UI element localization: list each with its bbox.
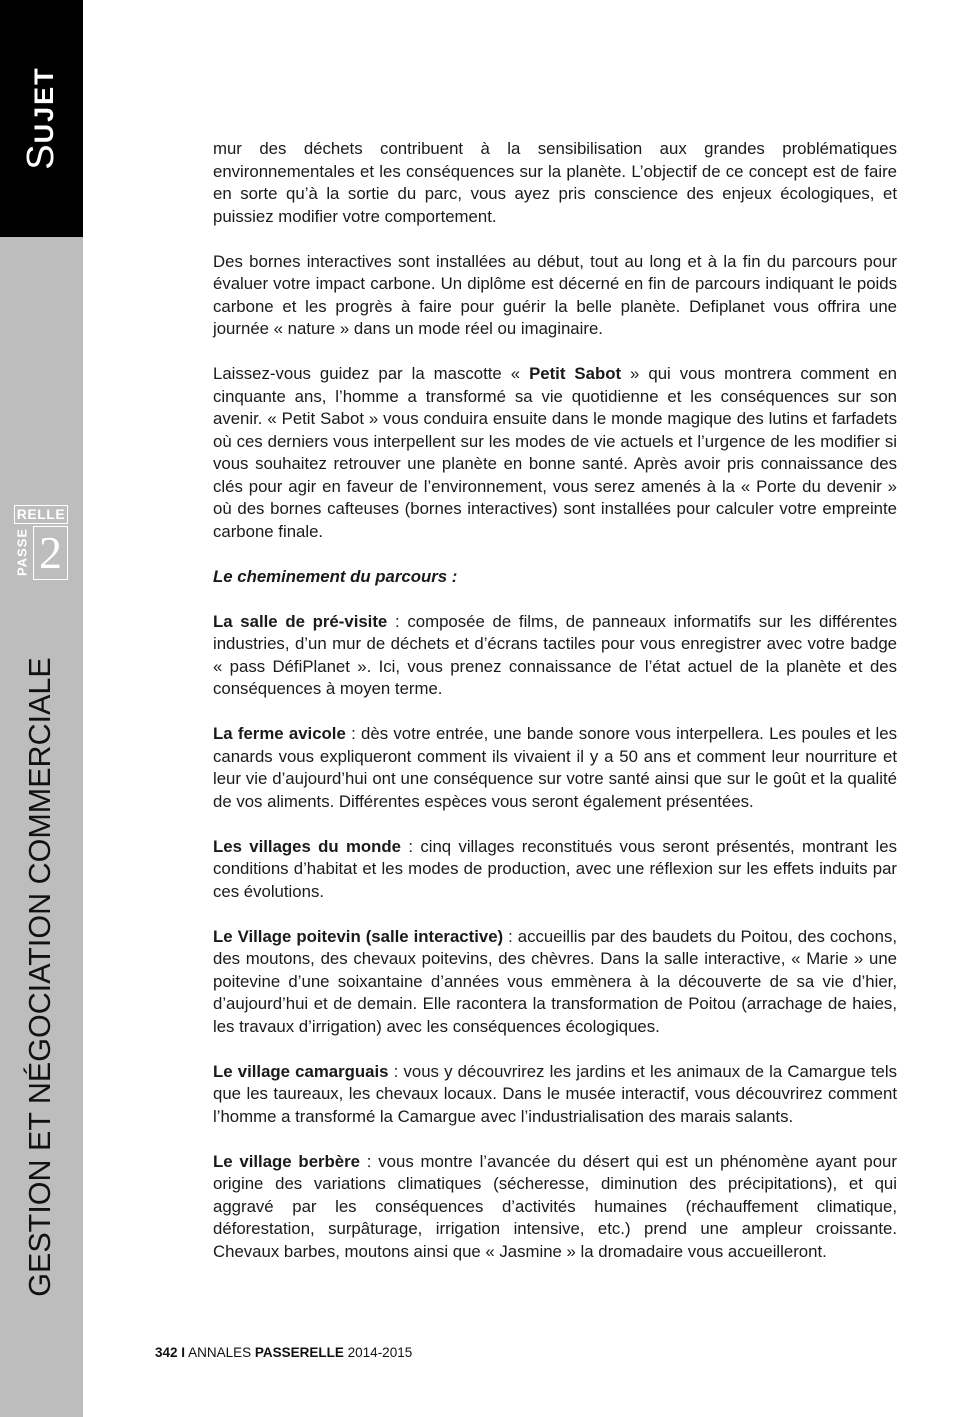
section-title: La salle de pré-visite [213, 611, 388, 631]
page-number: 342 [155, 1345, 178, 1360]
logo-number: 2 [33, 526, 68, 580]
section-title: Le village camarguais [213, 1061, 389, 1081]
section-text: : vous montre l’avancée du désert qui est un phénomène ayant pour origine des variations climatiques (sécheresse, diminution des précipitations), et qui aggravé par les conséquences d’activités humaines (réchauffement climatique, déforestation, surpâturage, irrigation intensive, etc.) prend une ampleur croissante. Chevaux barbes, moutons ainsi que « Jasmine » la dromadaire vous accueilleront. [213, 1151, 897, 1261]
footer-separator: I [181, 1345, 186, 1360]
paragraph-text: Des bornes interactives sont installées au début, tout au long et à la fin du parcours pour évaluer votre impact carbone. Un diplôme est décerné en fin de parcours indiquant le poids carbone et les progrès à faire pour guérir la belle planète. Defiplanet vous offrira une journée « nature » dans un mode réel ou imaginaire. [213, 251, 897, 338]
paragraph [213, 363, 897, 543]
section-text: : cinq villages reconstitués vous seront présentés, montrant les conditions d’habitat et les modes de production, avec une réflexion sur les effets induits par ces évolutions. [213, 836, 897, 901]
paragraph [213, 138, 897, 228]
section-text: : vous y découvrirez les jardins et les animaux de la Camargue tels que les taureaux, les chevaux locaux. Dans le musée interactif, vous découvrirez comment l’homme a transformé la Camargue avec l’industrialisation des marais salants. [213, 1061, 897, 1126]
footer-annales: ANNALES [188, 1345, 252, 1360]
page-footer [155, 1345, 412, 1360]
sidebar [0, 0, 83, 1417]
section-paragraph [213, 836, 897, 904]
section-label [22, 66, 60, 169]
passerelle-logo [14, 505, 68, 579]
section-title: Le Village poitevin (salle interactive) [213, 926, 504, 946]
section-paragraph [213, 611, 897, 701]
paragraph-text: Laissez-vous guidez par la mascotte « [213, 364, 530, 383]
section-paragraph [213, 723, 897, 813]
paragraph-text: mur des déchets contribuent à la sensibilisation aux grandes problématiques environnementales et les conséquences sur la planète. L’objectif de ce concept est de faire en sorte qu’à la sortie du parc, vous ayez pris conscience des enjeux écologiques, et puissiez modifier votre comportement. [213, 139, 897, 226]
section-label-initial: S [20, 143, 62, 170]
footer-years: 2014-2015 [347, 1345, 413, 1360]
section-text: : composée de films, de panneaux informatifs sur les différentes industries, d’un mur de déchets et d’écrans tactiles pour vous enregistrer avec votre badge « pass DéfiPlanet ». Ici, vous prenez connaissance de l’état actuel de la planète et des conséquences à moyen terme. [213, 611, 898, 698]
section-text: : dès votre entrée, une bande sonore vous interpellera. Les poules et les canards vous expliqueront comment ils vivaient il y a 50 ans et comment leur nourriture et leur vie d’aujourd’hui ont une conséquence sur votre santé ainsi que sur le goût et la qualité de vos aliments. Différentes espèces vous seront également présentées. [213, 724, 897, 811]
section-paragraph [213, 926, 897, 1039]
section-paragraph [213, 1061, 897, 1129]
vertical-title: GESTION ET NÉGOCIATION COMMERCIALE [22, 657, 57, 1297]
logo-top-text: RELLE [14, 505, 68, 524]
section-tab [0, 0, 83, 237]
section-label-rest: UJET [29, 66, 59, 144]
section-heading: Le cheminement du parcours : [213, 566, 458, 586]
section-title: Les villages du monde [213, 836, 401, 856]
mascot-name: Petit Sabot [529, 364, 622, 383]
section-title: Le village berbère [213, 1151, 360, 1171]
section-paragraph [213, 1151, 897, 1264]
footer-brand: PASSERELLE [254, 1345, 344, 1360]
main-text [213, 138, 897, 1286]
paragraph [213, 251, 897, 341]
section-text: : accueillis par des baudets du Poitou, des cochons, des moutons, des chevaux poitevins, des chèvres. Dans la salle interactive, « Marie » une poitevine d’une soixantaine d’années vous emmènera à la découverte de sa vie d’hier, d’aujourd’hui et de demain. Elle racontera la transformation de Poitou (arrachage de haies, les travaux d’irrigation) avec les conséquences écologiques. [213, 926, 897, 1036]
section-title: La ferme avicole [213, 724, 346, 743]
paragraph-text: » qui vous montrera comment en cinquante ans, l’homme a transformé sa vie quotidienne et les conséquences sur son avenir. « Petit Sabot » vous conduira ensuite dans le monde magique des lutins et farfadets où ces derniers vous interpellent sur les modes de vie actuels et l’urgence de les modifier si vous souhaitez retrouver une planète en bonne santé. Après avoir pris connaissance des clés pour agir en faveur de l’environnement, vous serez amenés à la « Porte du devenir » où des bornes cafteuses (bornes interactives) sont installées pour calculer votre empreinte carbone finale. [213, 364, 897, 541]
logo-side-text: PASSE [14, 527, 30, 577]
